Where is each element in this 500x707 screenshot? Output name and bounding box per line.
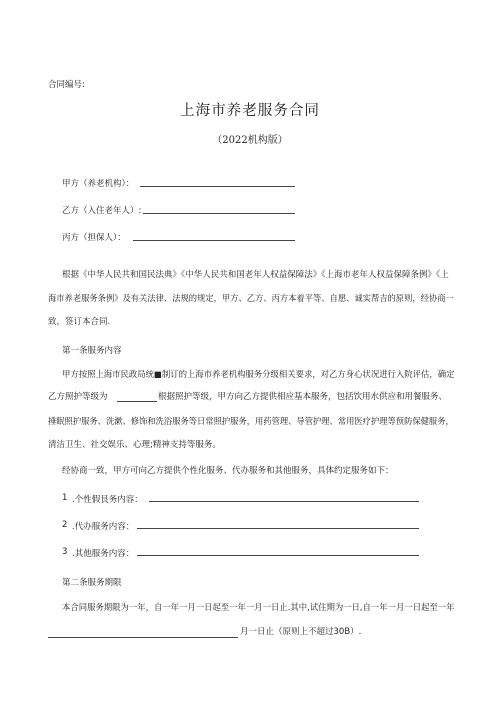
intro-line-2: 海市养老服务条例》及有关法律、法规的规定，甲方、乙方、丙方本着平等、自愿、诚实帮吉的原则，经协商一 xyxy=(48,293,454,303)
care-level-blank[interactable] xyxy=(117,401,157,402)
item-2-label: .代办服务内容： xyxy=(72,522,135,532)
article-1-p2: 经协商一致，甲方可向乙方提供个性化服务、代办服务和其他服务，具体约定服务如下： xyxy=(62,466,394,476)
party-b-blank[interactable] xyxy=(143,213,295,214)
document-title: 上海市养老服务合同 xyxy=(180,102,320,119)
party-c-label: 丙方（担保人）： xyxy=(62,233,126,243)
item-1-label: .个性假艮务内容： xyxy=(72,495,143,505)
party-c-blank[interactable] xyxy=(133,240,295,241)
article-2-line-1: 本合同服务期限为一年，自一年一月一日起至一年一月一日止.其中,试住期为一日,自一年一月一日起至一年 xyxy=(62,602,455,612)
item-3-number: 3 xyxy=(62,547,68,557)
item-3-blank[interactable] xyxy=(137,555,419,556)
item-3-label: .其他服务内容： xyxy=(72,549,135,559)
item-2-blank[interactable] xyxy=(137,528,419,529)
item-1-number: 1 xyxy=(62,493,68,503)
item-1-blank[interactable] xyxy=(149,501,419,502)
article-1-heading: 第一条服务内容 xyxy=(62,346,122,356)
intro-line-3: 致，签订本合同. xyxy=(48,317,111,327)
item-2-number: 2 xyxy=(62,520,68,530)
article-1-p1-line-2a: 乙方照护等级为 xyxy=(48,392,108,402)
article-2-line-2: 月一日止（原则上不超过30B）. xyxy=(240,627,362,637)
article-1-p1-line-1: 甲方按照上海市民政局统■制订的上海市养老机构服务分级相关要求，对乙方身心状况进行入院评估，确定 xyxy=(62,369,455,379)
party-b-label: 乙方（入住老年人）: xyxy=(62,206,142,216)
contract-number-label: 合同编号: xyxy=(48,80,85,90)
party-a-blank[interactable] xyxy=(140,186,295,187)
intro-line-1: 根据《中华人民共和国民法典》《中华人民共和国老年人权益保障法》《上海市老年人权益保障条例》《上 xyxy=(62,270,449,280)
trial-period-blank[interactable] xyxy=(48,637,238,638)
party-a-label: 甲方（养老机构）： xyxy=(62,179,135,189)
article-2-heading: 第二条服务期限 xyxy=(62,578,122,588)
document-edition: （2022机构版） xyxy=(212,135,288,146)
article-1-p1-line-3: 捶眠照护服务、洗漱、修饰和洗浴服务等日常照护服务，用药管理、导管护理、常用医疗护理等预防保健服务， xyxy=(48,416,454,426)
article-1-p1-line-2b: 根据照护等级，甲方向乙方提供相应基本服务，包括饮用水供应和用餐服务、 xyxy=(158,392,448,402)
article-1-p1-line-4: 清洁卫生、社交娱乐、心理;精神支持等服务。 xyxy=(48,440,221,450)
